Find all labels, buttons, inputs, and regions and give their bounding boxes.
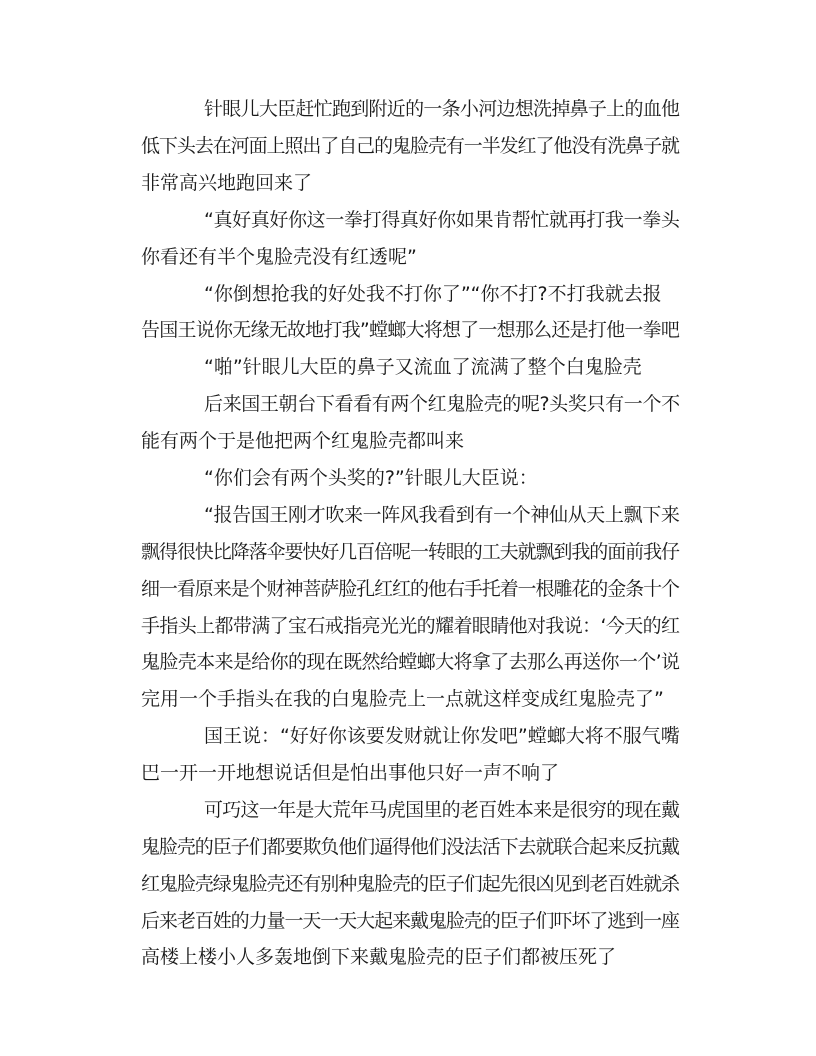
text-line: 鬼脸壳的臣子们都要欺负他们逼得他们没法活下去就联合起来反抗戴 [141, 836, 679, 858]
text-line: 手指头上都带满了宝石戒指亮光光的耀着眼睛他对我说：‘今天的红 [141, 615, 680, 637]
text-line: 针眼儿大臣赶忙跑到附近的一条小河边想洗掉鼻子上的血他 [204, 98, 680, 120]
text-line: “你倒想抢我的好处我不打你了”“你不打?不打我就去报 [204, 283, 662, 305]
text-line: 巴一开一开地想说话但是怕出事他只好一声不响了 [141, 762, 560, 784]
text-line: 后来国王朝台下看看有两个红鬼脸壳的呢?头奖只有一个不 [204, 393, 680, 415]
text-line: 国王说：“好好你该要发财就让你发吧”螳螂大将不服气嘴 [204, 725, 680, 747]
text-line: 后来老百姓的力量一天一天大起来戴鬼脸壳的臣子们吓坏了逃到一座 [141, 910, 679, 932]
text-line: 飘得很快比降落伞要快好几百倍呢一转眼的工夫就飘到我的面前我仔 [141, 541, 679, 563]
text-line: 高楼上楼小人多轰地倒下来戴鬼脸壳的臣子们都被压死了 [141, 946, 617, 968]
text-line: 你看还有半个鬼脸壳没有红透呢” [141, 246, 417, 268]
text-line: “你们会有两个头奖的?”针眼儿大臣说： [204, 467, 538, 489]
text-line: 细一看原来是个财神菩萨脸孔红红的他右手托着一根雕花的金条十个 [141, 578, 679, 600]
text-line: “真好真好你这一拳打得真好你如果肯帮忙就再打我一拳头 [204, 209, 680, 231]
text-line: “报告国王刚才吹来一阵风我看到有一个神仙从天上飘下来 [204, 504, 680, 526]
text-line: 鬼脸壳本来是给你的现在既然给螳螂大将拿了去那么再送你一个’说 [141, 651, 680, 673]
text-line: “啪”针眼儿大臣的鼻子又流血了流满了整个白鬼脸壳 [204, 356, 642, 378]
text-line: 能有两个于是他把两个红鬼脸壳都叫来 [141, 430, 465, 452]
text-line: 低下头去在河面上照出了自己的鬼脸壳有一半发红了他没有洗鼻子就 [141, 135, 679, 157]
text-line: 可巧这一年是大荒年马虎国里的老百姓本来是很穷的现在戴 [204, 799, 680, 821]
text-line: 非常高兴地跑回来了 [141, 172, 313, 194]
text-line: 完用一个手指头在我的白鬼脸壳上一点就这样变成红鬼脸壳了” [141, 688, 664, 710]
text-line: 告国王说你无缘无故地打我”螳螂大将想了一想那么还是打他一拳吧 [141, 319, 680, 341]
text-line: 红鬼脸壳绿鬼脸壳还有别种鬼脸壳的臣子们起先很凶见到老百姓就杀 [141, 873, 679, 895]
